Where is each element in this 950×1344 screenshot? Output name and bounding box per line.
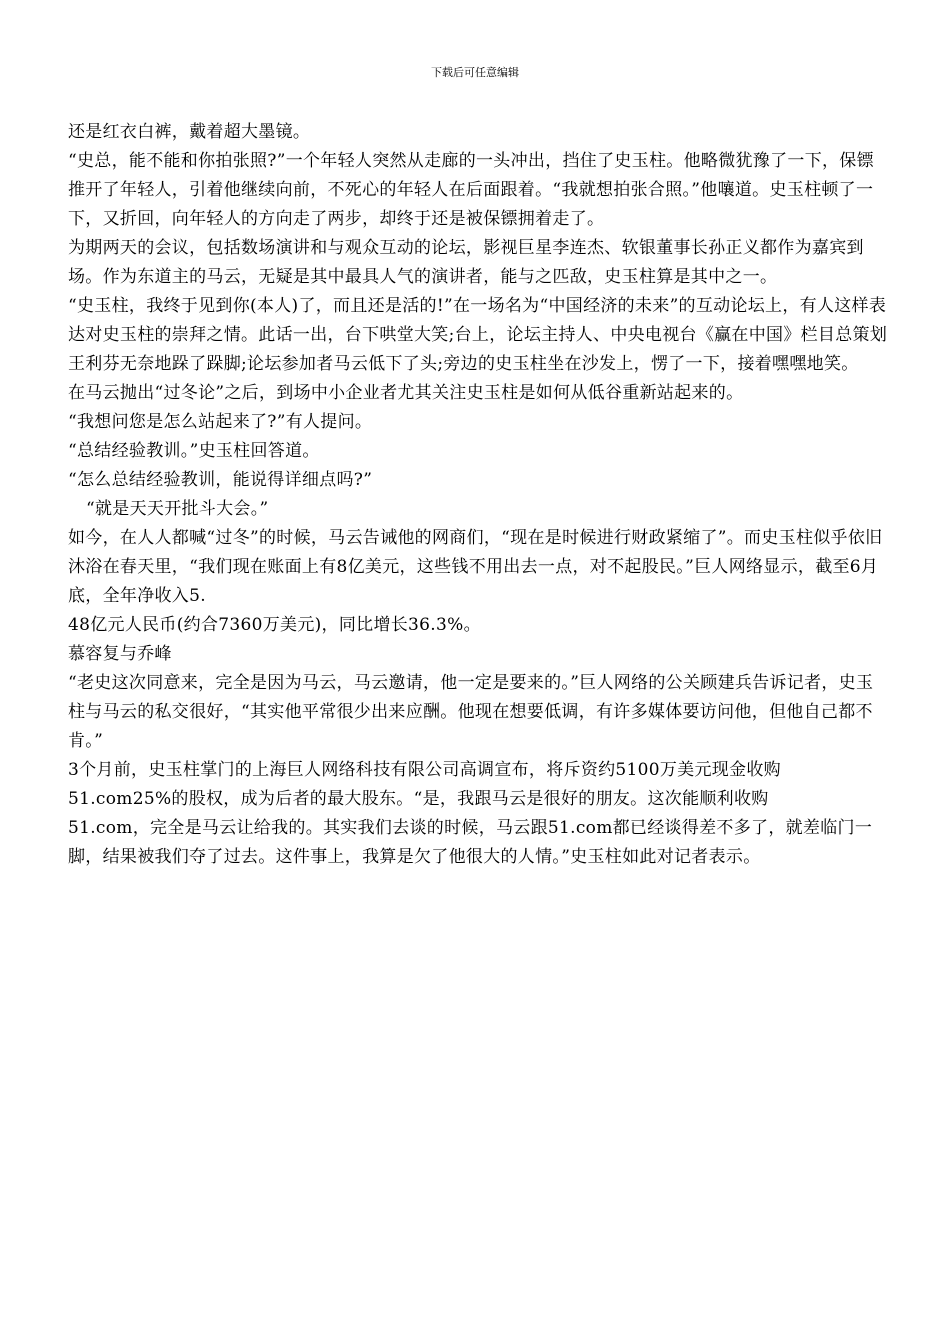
paragraph: 51.com25%的股权，成为后者的最大股东。“是，我跟马云是很好的朋友。这次能顺利收购: [68, 789, 769, 809]
paragraph: “老史这次同意来，完全是因为马云，马云邀请，他一定是要来的。”巨人网络的公关顾建兵告诉记者，史玉柱与马云的私交很好，“其实他平常很少出来应酬。他现在想要低调，有许多媒体要访问他，但他自己都不肯。”: [68, 673, 874, 751]
paragraph: “史玉柱，我终于见到你(本人)了，而且还是活的!”在一场名为“中国经济的未来”的互动论坛上，有人这样表达对史玉柱的崇拜之情。此话一出，台下哄堂大笑;台上，论坛主持人、中央电视台《赢在中国》栏目总策划王利芬无奈地跺了跺脚;论坛参加者马云低下了头;旁边的史玉柱坐在沙发上，愣了一下，接着嘿嘿地笑。: [68, 296, 888, 374]
paragraph: 为期两天的会议，包括数场演讲和与观众互动的论坛，影视巨星李连杰、软银董事长孙正义都作为嘉宾到场。作为东道主的马云，无疑是其中最具人气的演讲者，能与之匹敌，史玉柱算是其中之一。: [68, 238, 864, 287]
paragraph: 48亿元人民币(约合7360万美元)，同比增长36.3%。: [68, 615, 481, 635]
paragraph: “怎么总结经验教训，能说得详细点吗?”: [68, 470, 373, 490]
paragraph: 还是红衣白裤，戴着超大墨镜。: [68, 122, 311, 142]
paragraph: 如今，在人人都喊“过冬”的时候，马云告诫他的网商们，“现在是时候进行财政紧缩了”。而史玉柱似乎依旧沐浴在春天里，“我们现在账面上有8亿美元，这些钱不用出去一点，对不起股民。”巨人网络显示，截至6月底，全年净收入5.: [68, 528, 883, 606]
paragraph: “我想问您是怎么站起来了?”有人提问。: [68, 412, 373, 432]
paragraph: “史总，能不能和你拍张照?”一个年轻人突然从走廊的一头冲出，挡住了史玉柱。他略微犹豫了一下，保镖推开了年轻人，引着他继续向前，不死心的年轻人在后面跟着。“我就想拍张合照。”他嚷道。史玉柱顿了一下，又折回，向年轻人的方向走了两步，却终于还是被保镖拥着走了。: [68, 151, 874, 229]
paragraph: “就是天天开批斗大会。”: [86, 499, 269, 519]
section-heading: 慕容复与乔峰: [68, 644, 172, 664]
paragraph: 51.com，完全是马云让给我的。其实我们去谈的时候，马云跟51.com都已经谈得差不多了，就差临门一脚，结果被我们夺了过去。这件事上，我算是欠了他很大的人情。”史玉柱如此对记者表示。: [68, 818, 873, 867]
paragraph: 3个月前，史玉柱掌门的上海巨人网络科技有限公司高调宣布，将斥资约5100万美元现金收购: [68, 760, 781, 780]
paragraph: 在马云抛出“过冬论”之后，到场中小企业者尤其关注史玉柱是如何从低谷重新站起来的。: [68, 383, 744, 403]
page-header: 下载后可任意编辑: [431, 66, 519, 79]
paragraph: “总结经验教训。”史玉柱回答道。: [68, 441, 320, 461]
document-body: [68, 118, 888, 872]
